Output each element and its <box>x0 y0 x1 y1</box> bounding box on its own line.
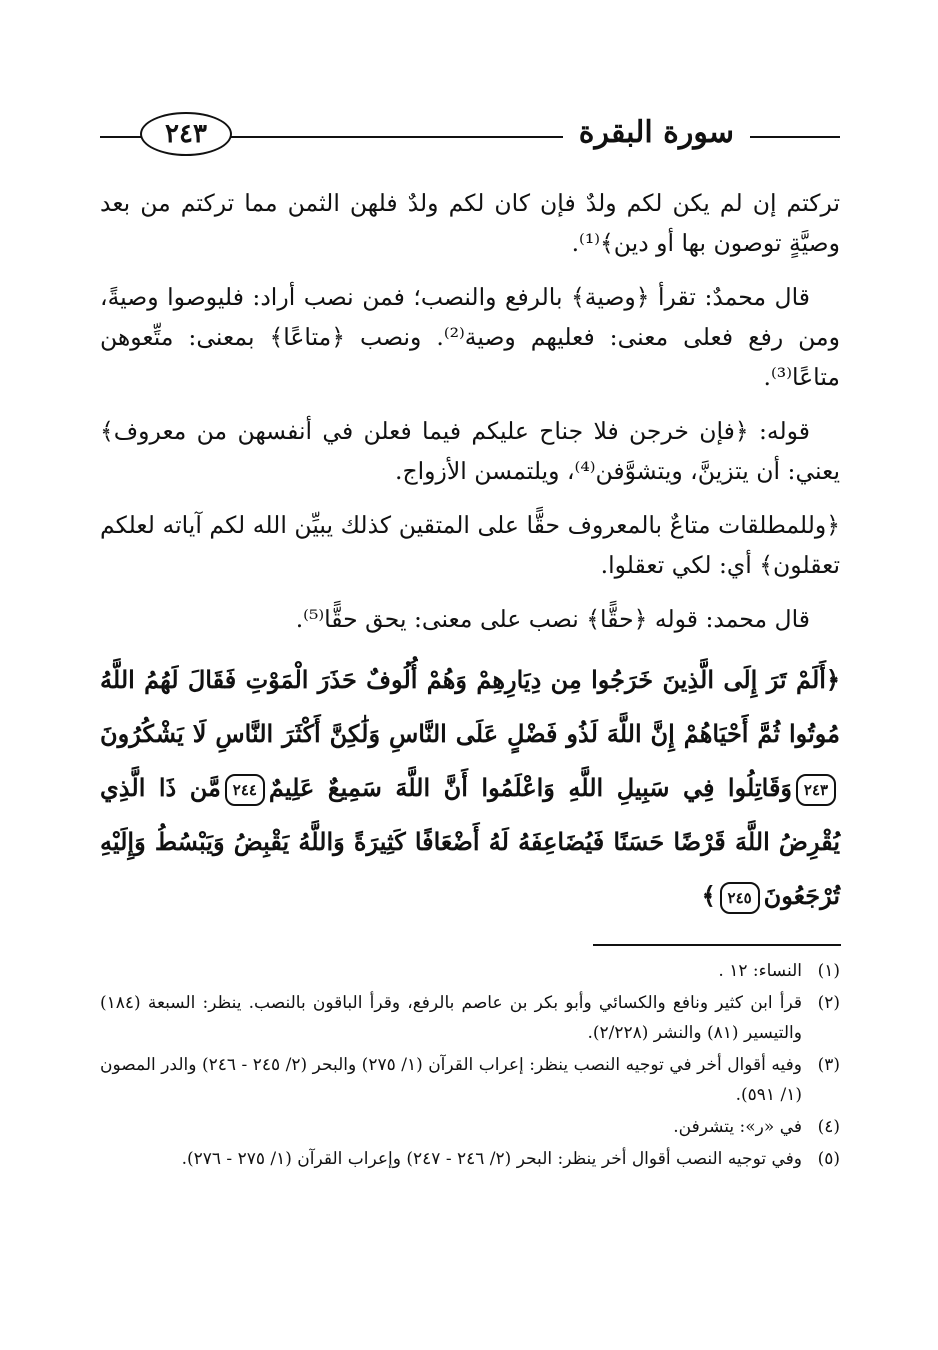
paragraph: تركتم إن لم يكن لكم ولدٌ فإن كان لكم ولدٌ فلهن الثمن مما تركتم من بعد وصيَّةٍ توصون بها أو دين﴾⁽¹⁾. <box>100 189 840 257</box>
footnote-text: وفيه أقوال أخر في توجيه النصب ينظر: إعراب القرآن (١/ ٢٧٥) والبحر (٢/ ٢٤٥ - ٢٤٦) والدر المصون (١/ ٥٩١). <box>100 1055 802 1105</box>
surah-title: سورة البقرة <box>563 108 750 158</box>
footnote-number: (٢) <box>817 993 840 1013</box>
footnote-number: (١) <box>817 961 840 981</box>
quran-segment: مَّن ذَا الَّذِي يُقْرِضُ اللَّهَ قَرْضًا حَسَنًا فَيُضَاعِفَهُ لَهُ أَضْعَافًا كَثِيرَةً وَاللَّهُ يَقْبِضُ وَيَبْسُطُ وَإِلَيْهِ تُرْجَعُونَ <box>100 773 841 910</box>
quran-close-bracket: ﴾ <box>701 881 716 910</box>
footnote-text: في «ر»: يتشرفن. <box>673 1117 802 1137</box>
page-number: ٢٤٣ <box>140 112 232 156</box>
ayah-number-marker: ٢٤٣ <box>796 774 836 806</box>
footnote-item <box>100 956 840 986</box>
main-text <box>100 183 840 937</box>
quran-segment: وَقَاتِلُوا فِي سَبِيلِ اللَّهِ وَاعْلَمُوا أَنَّ اللَّهَ سَمِيعٌ عَلِيمٌ <box>268 773 793 802</box>
footnote-item <box>100 1144 840 1174</box>
paragraph: قال محمد: قوله ﴿حقًّا﴾ نصب على معنى: يحق حقًّا⁽⁵⁾. <box>295 605 810 633</box>
footnote-number: (٥) <box>817 1149 840 1169</box>
quran-passage <box>100 653 840 923</box>
ayah-number-marker: ٢٤٤ <box>225 774 265 806</box>
footnote-item <box>100 1112 840 1142</box>
paragraph: قوله: ﴿فإن خرجن فلا جناح عليكم فيما فعلن في أنفسهن من معروف﴾ يعني: أن يتزينَّ، ويتشوَّفن⁽⁴⁾، ويلتمسن الأزواج. <box>100 417 840 485</box>
footnote-number: (٤) <box>817 1117 840 1137</box>
footnote-item <box>100 988 840 1048</box>
footnote-item <box>100 1050 840 1110</box>
footnote-text: النساء: ١٢ . <box>718 961 802 981</box>
footnote-number: (٣) <box>817 1055 840 1075</box>
footnote-text: قرأ ابن كثير ونافع والكسائي وأبو بكر بن عاصم بالرفع، وقرأ الباقون بالنصب. ينظر: السبعة (١٨٤) والتيسير (٨١) والنشر (٢/٢٢٨). <box>100 993 802 1043</box>
paragraph: قال محمدٌ: تقرأ ﴿وصية﴾ بالرفع والنصب؛ فمن نصب أراد: فليوصوا وصيةً، ومن رفع فعلى معنى: فعليهم وصية⁽²⁾. ونصب ﴿متاعًا﴾ بمعنى: متِّعوهن متاعًا⁽³⁾. <box>100 283 840 391</box>
footnote-separator <box>593 944 841 946</box>
footnote-text: وفي توجيه النصب أقوال أخر ينظر: البحر (٢/ ٢٤٦ - ٢٤٧) وإعراب القرآن (١/ ٢٧٥ - ٢٧٦). <box>181 1149 802 1169</box>
paragraph: ﴿وللمطلقات متاعٌ بالمعروف حقًّا على المتقين كذلك يبيِّن الله لكم آياته لعلكم تعقلون﴾ أي: لكي تعقلوا. <box>100 511 840 579</box>
quran-open-bracket: ﴿ <box>825 665 840 694</box>
page-header <box>100 108 840 158</box>
ayah-number-marker: ٢٤٥ <box>720 882 760 914</box>
footnotes <box>100 956 840 1176</box>
quran-segment: أَلَمْ تَرَ إِلَى الَّذِينَ خَرَجُوا مِن دِيَارِهِمْ وَهُمْ أُلُوفٌ حَذَرَ الْمَوْتِ فَقَالَ لَهُمُ اللَّهُ مُوتُوا ثُمَّ أَحْيَاهُمْ إِنَّ اللَّهَ لَذُو فَضْلٍ عَلَى النَّاسِ وَلَٰكِنَّ أَكْثَرَ النَّاسِ لَا يَشْكُرُونَ <box>100 665 840 748</box>
